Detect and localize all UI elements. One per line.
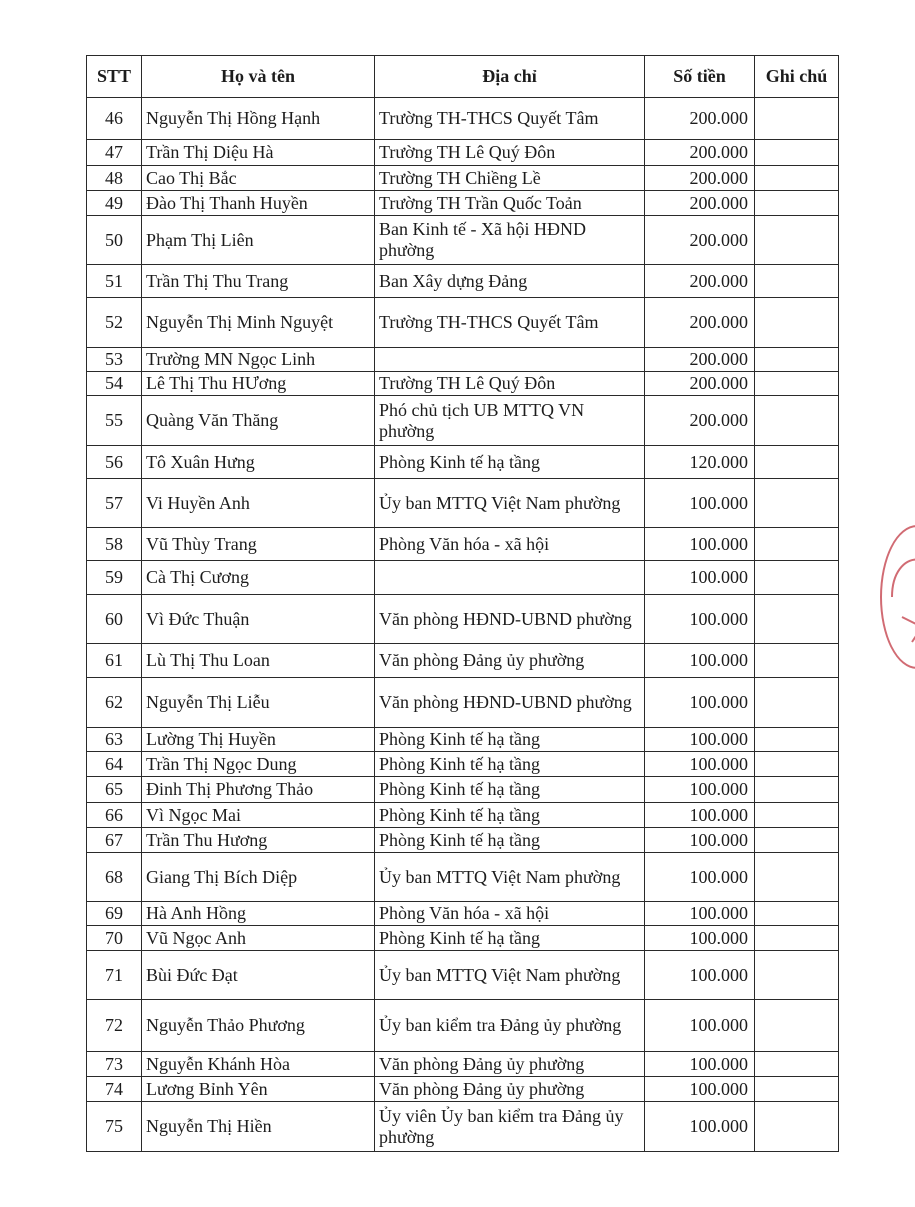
cell-name: Nguyễn Khánh Hòa bbox=[142, 1052, 375, 1077]
cell-amount: 100.000 bbox=[645, 1000, 755, 1052]
cell-note bbox=[755, 853, 839, 902]
cell-amount: 120.000 bbox=[645, 446, 755, 479]
table-row bbox=[87, 1000, 839, 1052]
cell-amount: 200.000 bbox=[645, 166, 755, 191]
table-row bbox=[87, 902, 839, 926]
cell-note bbox=[755, 902, 839, 926]
cell-note bbox=[755, 1000, 839, 1052]
cell-amount: 200.000 bbox=[645, 140, 755, 166]
cell-name: Vũ Thùy Trang bbox=[142, 528, 375, 561]
cell-stt: 53 bbox=[87, 348, 142, 372]
cell-note bbox=[755, 348, 839, 372]
cell-stt: 47 bbox=[87, 140, 142, 166]
cell-name: Nguyễn Thị Liễu bbox=[142, 678, 375, 728]
cell-name: Hà Anh Hồng bbox=[142, 902, 375, 926]
cell-amount: 100.000 bbox=[645, 678, 755, 728]
cell-name: Trường MN Ngọc Linh bbox=[142, 348, 375, 372]
cell-name: Cà Thị Cương bbox=[142, 561, 375, 595]
cell-amount: 200.000 bbox=[645, 396, 755, 446]
cell-stt: 52 bbox=[87, 298, 142, 348]
cell-name: Phạm Thị Liên bbox=[142, 216, 375, 265]
cell-address: Phòng Văn hóa - xã hội bbox=[375, 528, 645, 561]
cell-stt: 61 bbox=[87, 644, 142, 678]
cell-note bbox=[755, 777, 839, 803]
table-row bbox=[87, 372, 839, 396]
cell-address: Trường TH Chiềng Lề bbox=[375, 166, 645, 191]
cell-note bbox=[755, 644, 839, 678]
cell-amount: 200.000 bbox=[645, 265, 755, 298]
cell-amount: 100.000 bbox=[645, 1052, 755, 1077]
cell-amount: 100.000 bbox=[645, 595, 755, 644]
seal-icon bbox=[880, 525, 915, 669]
cell-address: Trường TH Lê Quý Đôn bbox=[375, 372, 645, 396]
cell-amount: 200.000 bbox=[645, 348, 755, 372]
cell-amount: 100.000 bbox=[645, 951, 755, 1000]
cell-stt: 57 bbox=[87, 479, 142, 528]
cell-stt: 70 bbox=[87, 926, 142, 951]
table-row bbox=[87, 140, 839, 166]
cell-address: Phòng Kinh tế hạ tầng bbox=[375, 803, 645, 828]
cell-note bbox=[755, 372, 839, 396]
table-row bbox=[87, 728, 839, 752]
table-header-row bbox=[87, 56, 839, 98]
cell-stt: 75 bbox=[87, 1102, 142, 1152]
cell-name: Lê Thị Thu HƯơng bbox=[142, 372, 375, 396]
cell-stt: 55 bbox=[87, 396, 142, 446]
cell-note bbox=[755, 1102, 839, 1152]
cell-note bbox=[755, 479, 839, 528]
cell-address: Ban Kinh tế - Xã hội HĐND phường bbox=[375, 216, 645, 265]
cell-note bbox=[755, 828, 839, 853]
table-row bbox=[87, 1077, 839, 1102]
cell-stt: 48 bbox=[87, 166, 142, 191]
table-row bbox=[87, 348, 839, 372]
cell-stt: 59 bbox=[87, 561, 142, 595]
cell-stt: 50 bbox=[87, 216, 142, 265]
cell-amount: 100.000 bbox=[645, 728, 755, 752]
table-row bbox=[87, 951, 839, 1000]
cell-amount: 100.000 bbox=[645, 828, 755, 853]
cell-note bbox=[755, 140, 839, 166]
table-row bbox=[87, 926, 839, 951]
cell-note bbox=[755, 951, 839, 1000]
table-row bbox=[87, 166, 839, 191]
cell-address: Văn phòng Đảng ủy phường bbox=[375, 1077, 645, 1102]
cell-amount: 200.000 bbox=[645, 372, 755, 396]
cell-note bbox=[755, 1052, 839, 1077]
cell-name: Đào Thị Thanh Huyền bbox=[142, 191, 375, 216]
table-row bbox=[87, 265, 839, 298]
table-row bbox=[87, 561, 839, 595]
cell-name: Tô Xuân Hưng bbox=[142, 446, 375, 479]
cell-stt: 72 bbox=[87, 1000, 142, 1052]
cell-note bbox=[755, 752, 839, 777]
cell-address: Phòng Kinh tế hạ tầng bbox=[375, 828, 645, 853]
cell-address: Ủy ban MTTQ Việt Nam phường bbox=[375, 951, 645, 1000]
table-row bbox=[87, 678, 839, 728]
cell-address: Phòng Kinh tế hạ tầng bbox=[375, 446, 645, 479]
table-row bbox=[87, 1102, 839, 1152]
cell-address: Phòng Văn hóa - xã hội bbox=[375, 902, 645, 926]
table-row bbox=[87, 298, 839, 348]
table-row bbox=[87, 803, 839, 828]
cell-name: Lường Thị Huyền bbox=[142, 728, 375, 752]
cell-stt: 60 bbox=[87, 595, 142, 644]
cell-address: Trường TH Trần Quốc Toản bbox=[375, 191, 645, 216]
cell-stt: 69 bbox=[87, 902, 142, 926]
cell-stt: 54 bbox=[87, 372, 142, 396]
cell-address: Văn phòng Đảng ủy phường bbox=[375, 644, 645, 678]
cell-stt: 62 bbox=[87, 678, 142, 728]
cell-note bbox=[755, 396, 839, 446]
cell-address: Phòng Kinh tế hạ tầng bbox=[375, 752, 645, 777]
cell-name: Vi Huyền Anh bbox=[142, 479, 375, 528]
cell-address: Ủy ban MTTQ Việt Nam phường bbox=[375, 479, 645, 528]
cell-note bbox=[755, 446, 839, 479]
cell-stt: 65 bbox=[87, 777, 142, 803]
table-row bbox=[87, 752, 839, 777]
cell-name: Vũ Ngọc Anh bbox=[142, 926, 375, 951]
cell-amount: 200.000 bbox=[645, 98, 755, 140]
cell-name: Lương Bỉnh Yên bbox=[142, 1077, 375, 1102]
cell-note bbox=[755, 166, 839, 191]
cell-note bbox=[755, 1077, 839, 1102]
header-note: Ghi chú bbox=[755, 56, 839, 98]
cell-note bbox=[755, 191, 839, 216]
cell-stt: 67 bbox=[87, 828, 142, 853]
cell-amount: 100.000 bbox=[645, 902, 755, 926]
table-row bbox=[87, 191, 839, 216]
cell-address: Phó chủ tịch UB MTTQ VN phường bbox=[375, 396, 645, 446]
cell-note bbox=[755, 595, 839, 644]
cell-name: Đinh Thị Phương Thảo bbox=[142, 777, 375, 803]
cell-stt: 71 bbox=[87, 951, 142, 1000]
table-row bbox=[87, 528, 839, 561]
cell-note bbox=[755, 528, 839, 561]
cell-amount: 100.000 bbox=[645, 853, 755, 902]
header-address: Địa chỉ bbox=[375, 56, 645, 98]
cell-address: Trường TH Lê Quý Đôn bbox=[375, 140, 645, 166]
header-stt: STT bbox=[87, 56, 142, 98]
cell-amount: 200.000 bbox=[645, 191, 755, 216]
cell-address bbox=[375, 348, 645, 372]
table-row bbox=[87, 479, 839, 528]
cell-address: Văn phòng HĐND-UBND phường bbox=[375, 678, 645, 728]
cell-stt: 64 bbox=[87, 752, 142, 777]
cell-address: Văn phòng HĐND-UBND phường bbox=[375, 595, 645, 644]
table-row bbox=[87, 853, 839, 902]
table-row bbox=[87, 446, 839, 479]
cell-note bbox=[755, 265, 839, 298]
cell-name: Lù Thị Thu Loan bbox=[142, 644, 375, 678]
cell-amount: 100.000 bbox=[645, 528, 755, 561]
cell-note bbox=[755, 298, 839, 348]
cell-name: Giang Thị Bích Diệp bbox=[142, 853, 375, 902]
cell-note bbox=[755, 561, 839, 595]
cell-amount: 200.000 bbox=[645, 216, 755, 265]
cell-amount: 100.000 bbox=[645, 479, 755, 528]
table-row bbox=[87, 828, 839, 853]
cell-note bbox=[755, 98, 839, 140]
cell-note bbox=[755, 678, 839, 728]
cell-stt: 66 bbox=[87, 803, 142, 828]
cell-name: Nguyễn Thị Minh Nguyệt bbox=[142, 298, 375, 348]
table-row bbox=[87, 216, 839, 265]
header-name: Họ và tên bbox=[142, 56, 375, 98]
cell-name: Quàng Văn Thăng bbox=[142, 396, 375, 446]
cell-note bbox=[755, 926, 839, 951]
cell-address: Ủy ban kiểm tra Đảng ủy phường bbox=[375, 1000, 645, 1052]
table-row bbox=[87, 396, 839, 446]
cell-amount: 200.000 bbox=[645, 298, 755, 348]
cell-stt: 74 bbox=[87, 1077, 142, 1102]
cell-stt: 46 bbox=[87, 98, 142, 140]
cell-address: Phòng Kinh tế hạ tầng bbox=[375, 728, 645, 752]
cell-name: Vì Đức Thuận bbox=[142, 595, 375, 644]
cell-name: Nguyễn Thị Hồng Hạnh bbox=[142, 98, 375, 140]
cell-name: Bùi Đức Đạt bbox=[142, 951, 375, 1000]
cell-name: Trần Thị Diệu Hà bbox=[142, 140, 375, 166]
cell-name: Nguyễn Thị Hiền bbox=[142, 1102, 375, 1152]
donation-table bbox=[86, 55, 839, 1152]
cell-stt: 68 bbox=[87, 853, 142, 902]
table-row bbox=[87, 98, 839, 140]
cell-address: Phòng Kinh tế hạ tầng bbox=[375, 777, 645, 803]
cell-stt: 51 bbox=[87, 265, 142, 298]
cell-stt: 73 bbox=[87, 1052, 142, 1077]
table-row bbox=[87, 1052, 839, 1077]
cell-amount: 100.000 bbox=[645, 644, 755, 678]
cell-address: Ban Xây dựng Đảng bbox=[375, 265, 645, 298]
cell-name: Trần Thu Hương bbox=[142, 828, 375, 853]
cell-stt: 58 bbox=[87, 528, 142, 561]
cell-stt: 49 bbox=[87, 191, 142, 216]
cell-address: Trường TH-THCS Quyết Tâm bbox=[375, 98, 645, 140]
cell-name: Vì Ngọc Mai bbox=[142, 803, 375, 828]
cell-amount: 100.000 bbox=[645, 561, 755, 595]
table-row bbox=[87, 595, 839, 644]
cell-name: Trần Thị Thu Trang bbox=[142, 265, 375, 298]
cell-amount: 100.000 bbox=[645, 1077, 755, 1102]
cell-amount: 100.000 bbox=[645, 752, 755, 777]
cell-name: Nguyễn Thảo Phương bbox=[142, 1000, 375, 1052]
cell-stt: 63 bbox=[87, 728, 142, 752]
cell-address: Trường TH-THCS Quyết Tâm bbox=[375, 298, 645, 348]
cell-note bbox=[755, 216, 839, 265]
cell-amount: 100.000 bbox=[645, 777, 755, 803]
cell-name: Trần Thị Ngọc Dung bbox=[142, 752, 375, 777]
cell-address: Ủy viên Ủy ban kiểm tra Đảng ủy phường bbox=[375, 1102, 645, 1152]
header-amount: Số tiền bbox=[645, 56, 755, 98]
cell-note bbox=[755, 803, 839, 828]
cell-address: Ủy ban MTTQ Việt Nam phường bbox=[375, 853, 645, 902]
cell-stt: 56 bbox=[87, 446, 142, 479]
cell-address: Văn phòng Đảng ủy phường bbox=[375, 1052, 645, 1077]
cell-note bbox=[755, 728, 839, 752]
cell-amount: 100.000 bbox=[645, 926, 755, 951]
cell-amount: 100.000 bbox=[645, 1102, 755, 1152]
cell-address: Phòng Kinh tế hạ tầng bbox=[375, 926, 645, 951]
table-body bbox=[87, 98, 839, 1152]
cell-name: Cao Thị Bắc bbox=[142, 166, 375, 191]
table-row bbox=[87, 644, 839, 678]
cell-address bbox=[375, 561, 645, 595]
table-row bbox=[87, 777, 839, 803]
cell-amount: 100.000 bbox=[645, 803, 755, 828]
